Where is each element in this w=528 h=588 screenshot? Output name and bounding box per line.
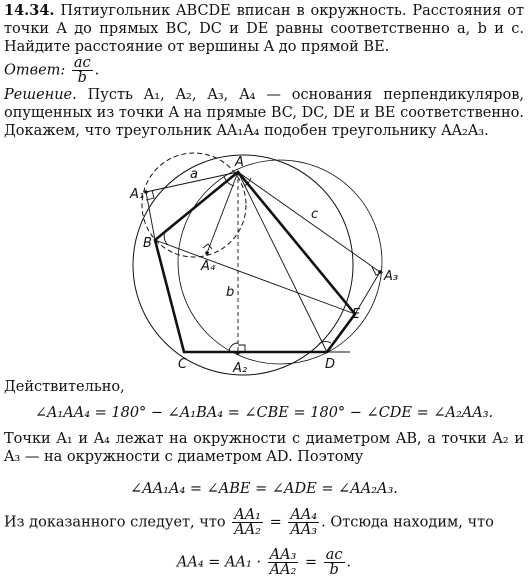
final-eq: = [304,554,318,571]
ratio-f1-den: AA₂ [234,522,261,538]
proof-intro-text: Действительно, [4,379,125,395]
answer-denominator: b [77,70,87,86]
final-end: . [346,554,352,571]
ratio-fraction-1 [232,508,263,537]
label-e: E [352,307,361,322]
proof-intro [4,378,524,396]
angle-arc-b [164,232,168,245]
label-a3: A₃ [384,269,399,284]
ratio-suffix: . Отсюда находим, что [321,514,494,531]
answer-fraction [72,56,93,85]
final-fraction-1 [268,548,299,577]
ratio-fraction-2 [288,508,319,537]
label-a1: A₁ [130,187,145,202]
final-fraction-2 [324,548,345,577]
label-a4: A₄ [201,259,216,274]
label-seg-c: c [311,207,319,222]
label-seg-b: b [226,285,235,300]
final-f2-den: b [329,562,339,578]
problem-number: 14.34. [4,2,55,19]
label-a2: A₂ [233,361,248,376]
label-b: B [143,236,152,251]
solution-label: Решение. [4,87,77,103]
point-a2 [236,351,240,355]
ratio-eq: = [269,514,282,531]
label-seg-a: a [190,167,198,182]
final-lhs: AA₄ = AA₁ · [176,554,261,571]
point-a3 [378,270,382,274]
point-a1 [144,190,148,194]
equation-2: ∠AA₁A₄ = ∠ABE = ∠ADE = ∠AA₂A₃. [130,481,398,497]
proof-equation-2 [4,480,524,498]
final-f1-den: AA₂ [269,562,297,578]
answer-numerator: ac [73,55,91,71]
ratio-f2-den: AA₃ [290,522,318,538]
proof-equation-1 [4,404,524,422]
problem-statement [4,2,524,56]
label-a: A [235,155,244,170]
ratio-f2-num: AA₄ [290,507,318,523]
proof-ratio-line [4,508,524,537]
solution-text: Пусть A₁, A₂, A₃, A₄ — основания перпендикуляров, опущенных из точки A на прямые BC, DC, DE и BE соответственно. Докажем, что треугольник AA₁A₄ подобен треугольнику AA₂A₃. [4,87,524,139]
geometry-figure [0,148,528,376]
angle-arc-d [319,341,331,344]
problem-text: Пятиугольник ABCDE вписан в окружность. Расстояния от точки A до прямых BC, DC и DE равны соответственно a, b и c. Найдите расстояние от вершины A до прямой BE. [4,3,525,55]
proof-circles [4,430,524,466]
point-a4 [205,251,209,255]
proof-final [4,548,524,577]
equation-1: ∠A₁AA₄ = 180° − ∠A₁BA₄ = ∠CBE = 180° − ∠CDE = ∠A₂AA₃. [34,405,494,421]
ratio-f1-num: AA₁ [234,507,261,523]
circles-text: Точки A₁ и A₄ лежат на окружности с диаметром AB, а точки A₂ и A₃ — на окружности с диаметром AD. Поэтому [4,431,524,465]
answer-label: Ответ: [4,62,66,79]
final-f1-num: AA₃ [269,547,297,563]
pentagon-abcde [155,172,355,352]
answer-line: Ответ: $\frac{ac}{b}$ . [4,55,100,86]
right-angle-a4 [203,244,212,249]
label-c: C [178,357,188,372]
ratio-prefix: Из доказанного следует, что [4,514,226,531]
solution-intro [4,86,524,140]
final-f2-num: ac [325,547,343,563]
label-d: D [325,357,336,372]
